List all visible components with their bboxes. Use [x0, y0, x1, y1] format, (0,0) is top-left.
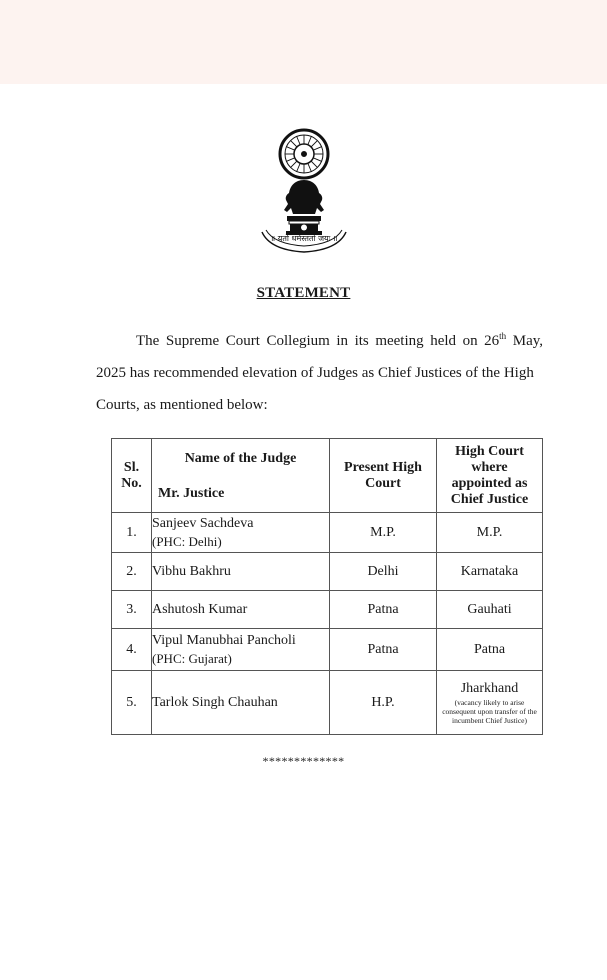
judge-name-cell	[152, 671, 330, 735]
present-court: M.P.	[330, 513, 437, 553]
header-appointed-line: appointed as	[451, 475, 528, 491]
paragraph-line-2: 2025 has recommended elevation of Judges as Chief Justices of the High	[96, 365, 534, 381]
header-name-top: Name of the Judge	[184, 451, 297, 466]
row-number: 2.	[112, 553, 152, 591]
top-band	[0, 0, 607, 84]
present-court: H.P.	[330, 671, 437, 735]
header-present-line: Present High	[344, 459, 422, 475]
header-appointed-line: High Court	[455, 443, 524, 459]
judge-name: Vibhu Bakhru	[152, 563, 231, 579]
row-number: 3.	[112, 591, 152, 629]
header-appointed-line: where	[471, 459, 508, 475]
row-number: 5.	[112, 671, 152, 735]
document-title: STATEMENT	[256, 285, 351, 301]
table-header-row	[112, 439, 543, 513]
paragraph-line-1-end: May,	[506, 333, 544, 349]
judge-name-cell	[152, 553, 330, 591]
header-judge-name	[152, 439, 330, 513]
table-row	[112, 553, 543, 591]
supreme-court-emblem	[252, 120, 356, 256]
vacancy-note: (vacancy likely to arise consequent upon transfer of the incumbent Chief Justice)	[442, 697, 537, 725]
judge-name: Tarlok Singh Chauhan	[152, 694, 278, 710]
table-row	[112, 629, 543, 671]
appointed-court: M.P.	[437, 513, 543, 553]
header-sl-line: Sl.	[123, 459, 140, 475]
table-row	[112, 671, 543, 735]
header-sl-line: No.	[121, 475, 142, 491]
header-present-court	[330, 439, 437, 513]
present-court: Patna	[330, 629, 437, 671]
header-appointed-line: Chief Justice	[450, 491, 529, 507]
present-court: Patna	[330, 591, 437, 629]
date-ordinal-suffix: th	[499, 331, 507, 341]
row-number: 1.	[112, 513, 152, 553]
judge-name-cell	[152, 513, 330, 553]
end-separator: *************	[262, 754, 345, 768]
judge-name: Sanjeev Sachdeva	[152, 515, 254, 531]
header-present-line: Court	[365, 475, 401, 491]
judge-name: Vipul Manubhai Pancholi	[152, 632, 296, 648]
judge-parent-court: (PHC: Delhi)	[152, 533, 222, 549]
header-sl-no	[112, 439, 152, 513]
appointed-court: Jharkhand	[460, 680, 519, 696]
paragraph-line-1	[96, 325, 543, 357]
paragraph-line-3: Courts, as mentioned below:	[96, 397, 268, 413]
row-number: 4.	[112, 629, 152, 671]
statement-paragraph	[96, 325, 543, 421]
header-name-bottom: Mr. Justice	[158, 486, 225, 501]
judge-name-cell	[152, 591, 330, 629]
judge-parent-court: (PHC: Gujarat)	[152, 650, 232, 666]
appointed-court-cell	[437, 671, 543, 735]
table-row	[112, 513, 543, 553]
table-row	[112, 591, 543, 629]
appointed-court: Patna	[437, 629, 543, 671]
present-court: Delhi	[330, 553, 437, 591]
judge-name-cell	[152, 629, 330, 671]
appointed-court: Gauhati	[437, 591, 543, 629]
judges-table	[111, 438, 543, 735]
header-appointed-court	[437, 439, 543, 513]
appointed-court: Karnataka	[437, 553, 543, 591]
emblem-motto: ॥ यतो धर्मस्ततो जयः ॥	[270, 234, 338, 243]
judge-name: Ashutosh Kumar	[152, 601, 248, 617]
paragraph-line-1-start: The Supreme Court Collegium in its meeting held on 26	[136, 333, 500, 349]
